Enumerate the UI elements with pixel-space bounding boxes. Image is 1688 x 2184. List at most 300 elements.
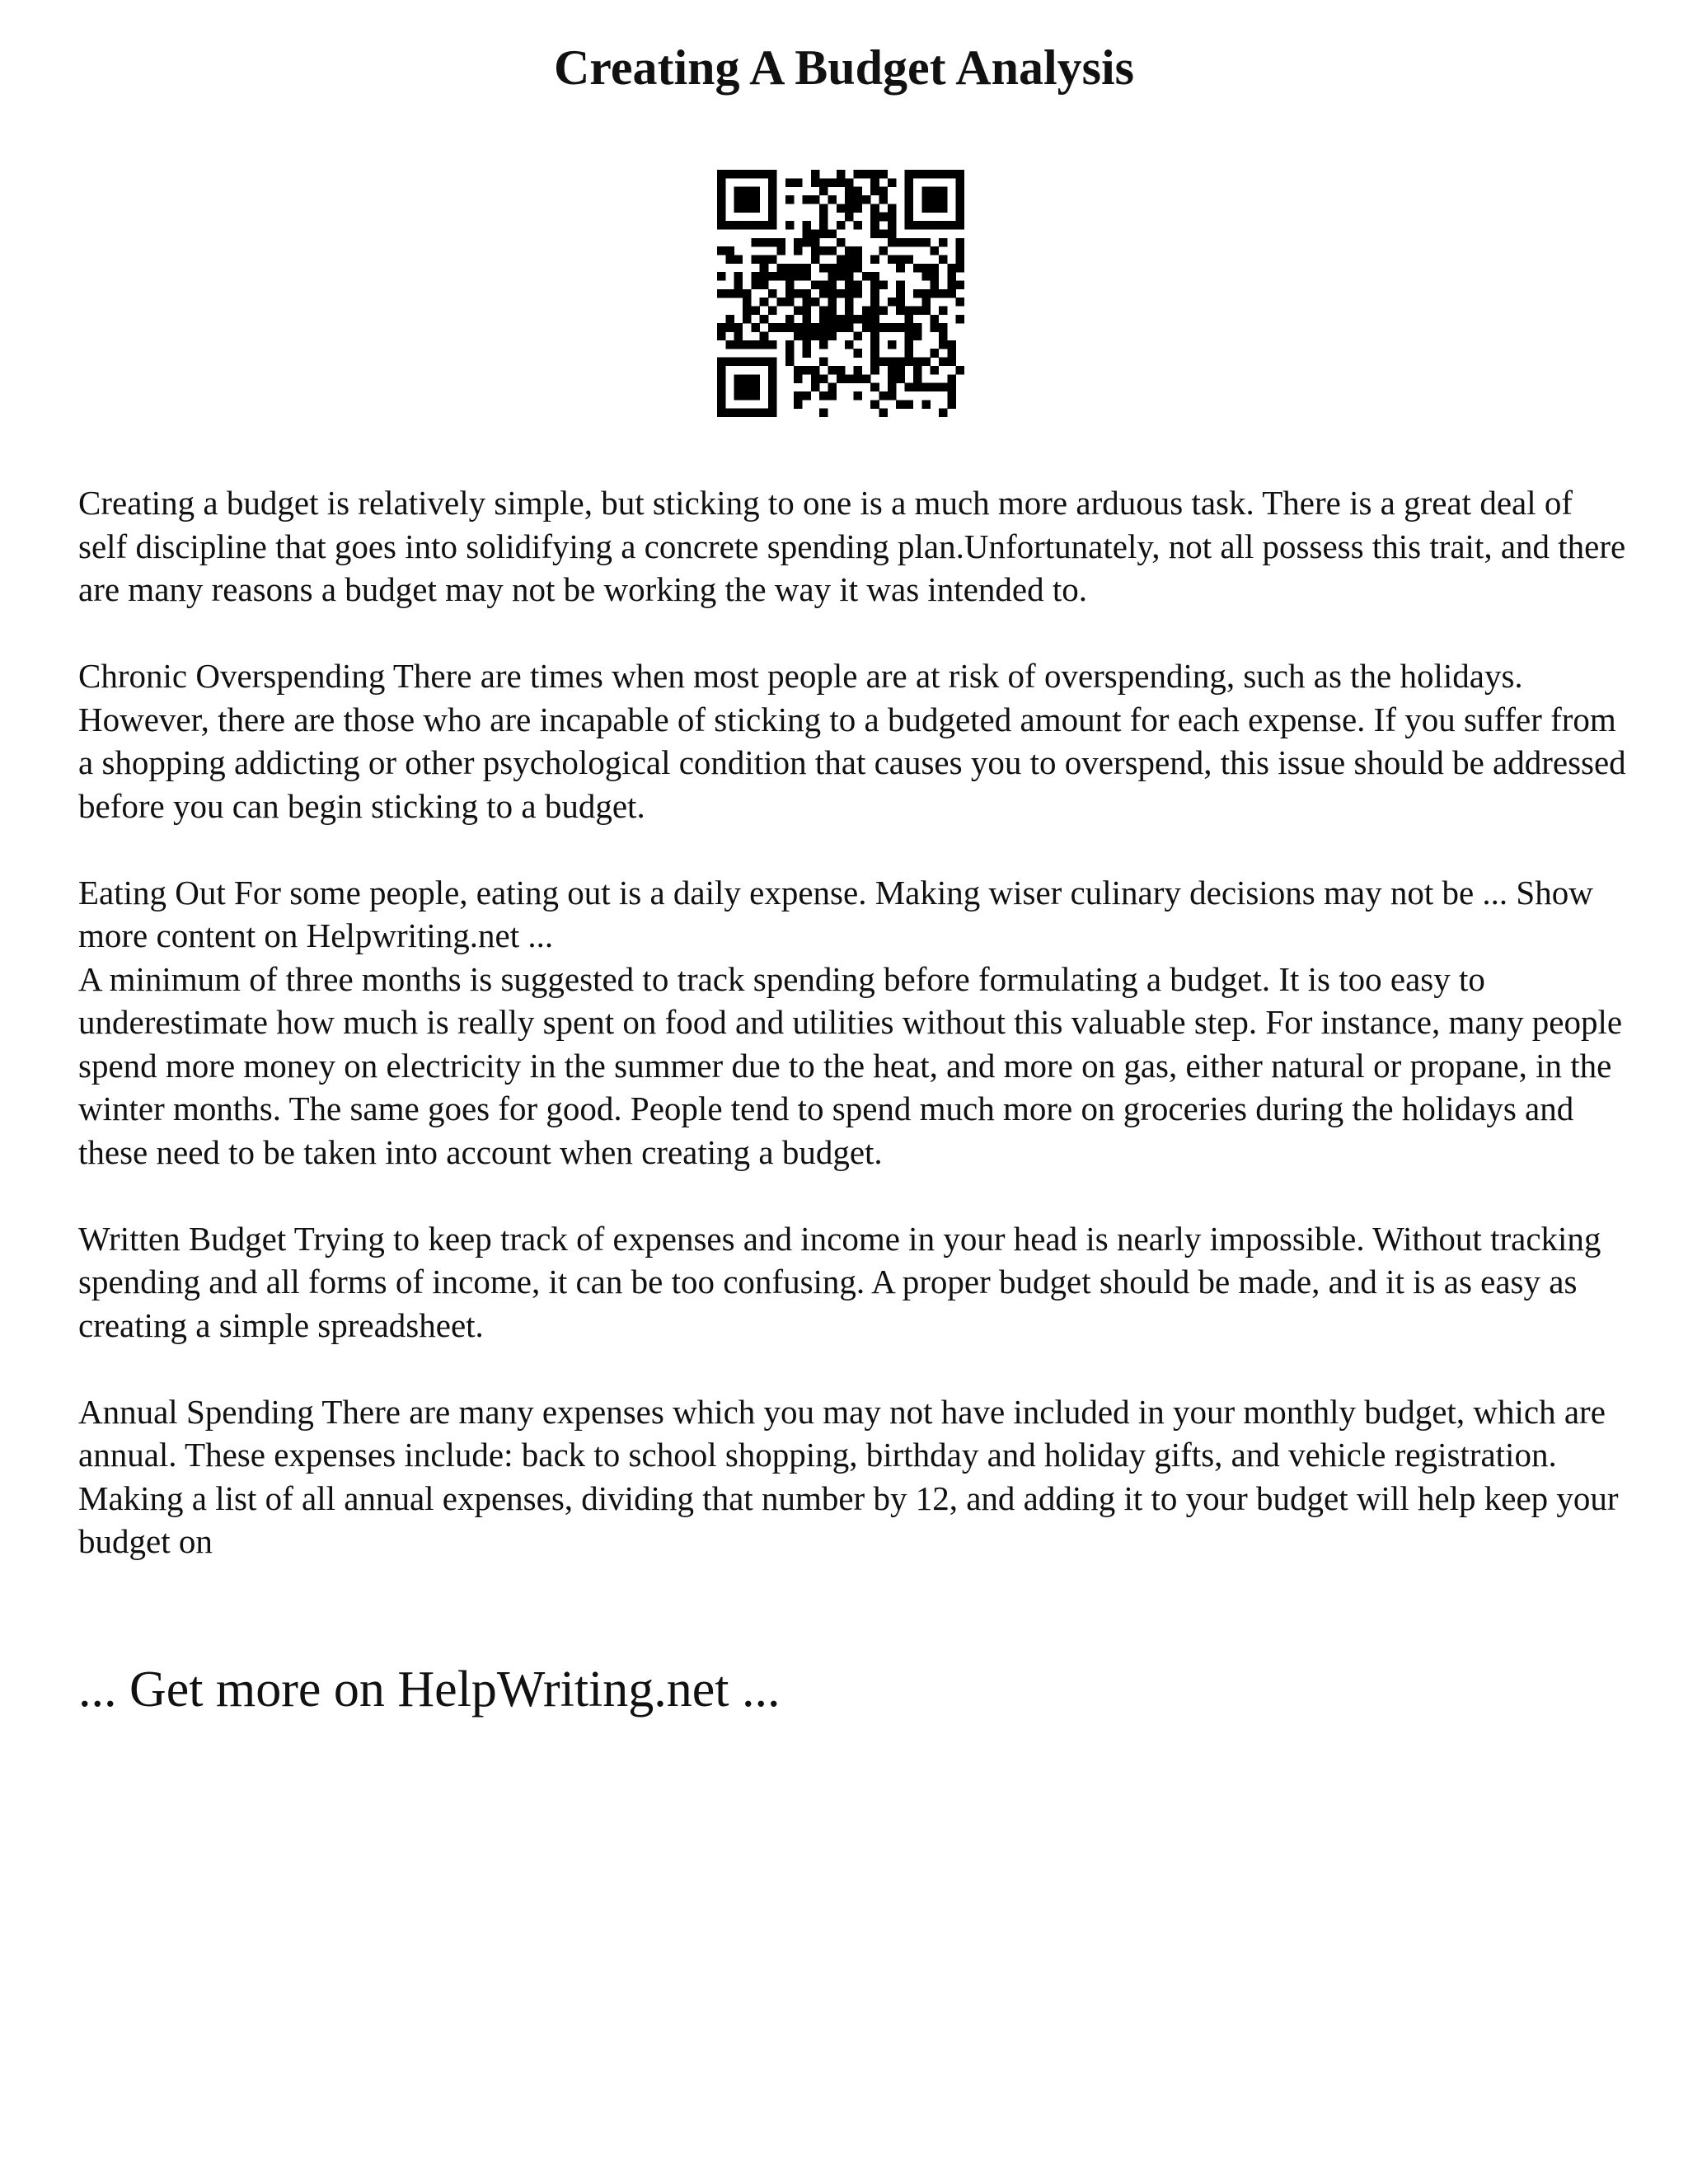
qr-module <box>819 332 828 341</box>
qr-module <box>888 366 897 375</box>
qr-module <box>862 170 871 179</box>
qr-module <box>768 366 777 375</box>
qr-module <box>768 238 777 247</box>
qr-module <box>837 204 846 213</box>
qr-module <box>760 315 769 324</box>
qr-module <box>828 307 837 316</box>
qr-module <box>717 187 726 196</box>
qr-module <box>870 272 879 281</box>
qr-module <box>819 340 828 349</box>
qr-module <box>931 383 940 392</box>
qr-module <box>905 255 914 264</box>
qr-module <box>794 272 803 281</box>
qr-module <box>913 264 922 273</box>
qr-module <box>751 255 760 264</box>
qr-module <box>776 298 785 307</box>
qr-module <box>913 358 922 367</box>
qr-module <box>717 391 726 401</box>
qr-module <box>956 170 964 179</box>
qr-module <box>725 358 734 367</box>
qr-module <box>768 272 777 281</box>
qr-module <box>828 332 837 341</box>
page-title: Creating A Budget Analysis <box>553 40 1135 95</box>
qr-module <box>939 307 948 316</box>
qr-module <box>870 307 879 316</box>
qr-module <box>845 315 854 324</box>
qr-module <box>956 238 964 247</box>
qr-module <box>854 170 863 179</box>
qr-module <box>751 221 760 230</box>
qr-module <box>870 170 879 179</box>
qr-module <box>717 332 726 341</box>
paragraph-chronic-overspending: Chronic Overspending There are times when most people are at risk of overspending, such as the holidays. However, there are those who are incapable of sticking to a budgeted amount for each expense. If you suffer from a shopping addicting or other psychological condition that causes you to overspend, this issue should be addressed before you can begin sticking to a budget. <box>78 657 1626 825</box>
qr-module <box>802 349 811 358</box>
qr-module <box>931 187 940 196</box>
qr-module <box>947 272 956 281</box>
qr-module <box>751 383 760 392</box>
qr-module <box>947 280 956 289</box>
qr-module <box>870 204 879 213</box>
qr-module <box>845 307 854 316</box>
qr-module <box>905 195 914 204</box>
qr-module <box>888 323 897 332</box>
qr-module <box>939 170 948 179</box>
qr-module <box>725 340 734 349</box>
qr-module <box>845 272 854 281</box>
qr-module <box>734 255 743 264</box>
qr-module <box>854 255 863 264</box>
qr-module <box>956 298 964 307</box>
qr-module <box>921 298 931 307</box>
qr-module <box>717 358 726 367</box>
qr-module <box>768 255 777 264</box>
qr-module <box>768 374 777 383</box>
qr-module <box>905 307 914 316</box>
qr-module <box>734 195 743 204</box>
qr-module <box>794 400 803 409</box>
qr-module <box>768 289 777 298</box>
qr-module <box>939 340 948 349</box>
qr-module <box>845 255 854 264</box>
qr-module <box>956 315 964 324</box>
qr-module <box>905 323 914 332</box>
qr-module <box>751 272 760 281</box>
qr-module <box>717 272 726 281</box>
qr-module <box>768 204 777 213</box>
qr-module <box>913 307 922 316</box>
qr-module <box>845 246 854 255</box>
qr-module <box>956 255 964 264</box>
qr-module <box>896 264 905 273</box>
paragraph-gap <box>78 1347 1628 1390</box>
qr-module <box>794 332 803 341</box>
qr-module <box>879 229 889 238</box>
qr-module <box>811 255 820 264</box>
qr-module <box>768 358 777 367</box>
qr-module <box>947 170 956 179</box>
qr-module <box>854 246 863 255</box>
qr-module <box>905 315 914 324</box>
qr-module <box>905 340 914 349</box>
qr-module <box>760 358 769 367</box>
qr-module <box>905 170 914 179</box>
qr-module <box>837 289 846 298</box>
qr-module <box>888 358 897 367</box>
qr-module <box>905 349 914 358</box>
qr-module <box>760 409 769 417</box>
qr-module <box>947 400 956 409</box>
qr-module <box>947 289 956 298</box>
qr-module <box>802 195 811 204</box>
qr-module <box>939 332 948 341</box>
qr-module <box>717 221 726 230</box>
qr-module <box>947 264 956 273</box>
qr-module <box>717 409 726 417</box>
qr-module <box>802 229 811 238</box>
qr-module <box>947 340 956 349</box>
qr-module <box>785 178 795 187</box>
qr-module <box>870 340 879 349</box>
qr-module <box>768 409 777 417</box>
qr-code-icon <box>717 170 964 417</box>
qr-module <box>819 409 828 417</box>
qr-module <box>870 332 879 341</box>
qr-module <box>819 391 828 401</box>
qr-module <box>913 374 922 383</box>
qr-module <box>802 340 811 349</box>
qr-module <box>734 170 743 179</box>
qr-module <box>725 315 734 324</box>
qr-module <box>751 323 760 332</box>
qr-module <box>743 374 752 383</box>
qr-module <box>854 204 863 213</box>
qr-module <box>888 213 897 222</box>
qr-module <box>717 246 726 255</box>
qr-module <box>879 409 889 417</box>
qr-module <box>947 221 956 230</box>
qr-module <box>913 383 922 392</box>
qr-module <box>854 315 863 324</box>
qr-module <box>931 349 940 358</box>
qr-module <box>785 298 795 307</box>
qr-module <box>717 323 726 332</box>
qr-module <box>921 289 931 298</box>
qr-module <box>760 332 769 341</box>
qr-module <box>888 383 897 392</box>
qr-module <box>768 187 777 196</box>
qr-module <box>896 289 905 298</box>
qr-module <box>785 289 795 298</box>
qr-module <box>794 246 803 255</box>
qr-module <box>870 323 879 332</box>
qr-module <box>743 298 752 307</box>
qr-module <box>905 187 914 196</box>
qr-module <box>794 366 803 375</box>
qr-module <box>819 289 828 298</box>
qr-module <box>785 221 795 230</box>
qr-module <box>896 280 905 289</box>
qr-module <box>725 246 734 255</box>
qr-module <box>717 195 726 204</box>
qr-module <box>845 340 854 349</box>
qr-module <box>751 340 760 349</box>
qr-module <box>819 221 828 230</box>
qr-module <box>905 383 914 392</box>
qr-module <box>888 178 897 187</box>
qr-module <box>956 178 964 187</box>
qr-module <box>768 221 777 230</box>
qr-module <box>802 264 811 273</box>
qr-module <box>896 238 905 247</box>
qr-module <box>931 289 940 298</box>
qr-module <box>811 383 820 392</box>
qr-module <box>854 374 863 383</box>
qr-module <box>734 391 743 401</box>
qr-module <box>802 298 811 307</box>
qr-module <box>896 255 905 264</box>
qr-module <box>913 366 922 375</box>
qr-module <box>870 315 879 324</box>
qr-module <box>845 374 854 383</box>
qr-module <box>905 332 914 341</box>
qr-module <box>896 400 905 409</box>
qr-module <box>921 238 931 247</box>
qr-module <box>870 349 879 358</box>
qr-module <box>888 229 897 238</box>
qr-module <box>939 358 948 367</box>
qr-module <box>862 272 871 281</box>
qr-module <box>734 358 743 367</box>
qr-module <box>879 195 889 204</box>
qr-module <box>854 289 863 298</box>
qr-module <box>837 264 846 273</box>
qr-module <box>819 374 828 383</box>
qr-module <box>921 307 931 316</box>
qr-module <box>905 358 914 367</box>
qr-module <box>760 170 769 179</box>
qr-module <box>768 383 777 392</box>
qr-module <box>743 204 752 213</box>
qr-module <box>828 383 837 392</box>
qr-module <box>751 409 760 417</box>
qr-module <box>785 323 795 332</box>
qr-module <box>725 221 734 230</box>
qr-module <box>734 340 743 349</box>
qr-module <box>785 340 795 349</box>
qr-module <box>760 340 769 349</box>
qr-module <box>879 391 889 401</box>
qr-module <box>956 213 964 222</box>
qr-module <box>845 289 854 298</box>
qr-module <box>828 366 837 375</box>
qr-module <box>751 195 760 204</box>
qr-module <box>879 246 889 255</box>
qr-module <box>734 323 743 332</box>
get-more-link[interactable]: ... Get more on HelpWriting.net ... <box>78 1661 781 1718</box>
qr-module <box>811 323 820 332</box>
qr-module <box>888 340 897 349</box>
qr-module <box>837 255 846 264</box>
qr-module <box>819 315 828 324</box>
qr-module <box>802 289 811 298</box>
qr-module <box>956 264 964 273</box>
qr-module <box>870 358 879 367</box>
qr-module <box>870 383 879 392</box>
qr-module <box>819 358 828 367</box>
qr-module <box>879 213 889 222</box>
paragraph-eating-out: Eating Out For some people, eating out is a daily expense. Making wiser culinary decisions may not be ... Show more content on Helpwriting.net ... <box>78 873 1593 954</box>
qr-module <box>921 221 931 230</box>
qr-module <box>794 323 803 332</box>
qr-module <box>760 280 769 289</box>
qr-module <box>734 272 743 281</box>
qr-module <box>751 170 760 179</box>
qr-module <box>760 221 769 230</box>
qr-module <box>734 187 743 196</box>
qr-module <box>939 323 948 332</box>
qr-module <box>743 307 752 316</box>
qr-module <box>921 170 931 179</box>
qr-module <box>760 272 769 281</box>
qr-module <box>905 178 914 187</box>
qr-module <box>854 332 863 341</box>
qr-module <box>785 195 795 204</box>
qr-module <box>956 246 964 255</box>
qr-module <box>939 409 948 417</box>
qr-module <box>879 187 889 196</box>
qr-module <box>794 391 803 401</box>
paragraph-gap <box>78 827 1628 871</box>
qr-module <box>751 374 760 383</box>
qr-module <box>819 323 828 332</box>
qr-module <box>921 383 931 392</box>
qr-module <box>921 264 931 273</box>
qr-module <box>760 255 769 264</box>
qr-module <box>725 255 734 264</box>
qr-module <box>794 374 803 383</box>
qr-module <box>811 246 820 255</box>
qr-module <box>837 170 846 179</box>
qr-module <box>819 280 828 289</box>
qr-module <box>896 307 905 316</box>
qr-module <box>845 204 854 213</box>
qr-module <box>888 374 897 383</box>
qr-module <box>870 229 879 238</box>
qr-module <box>956 221 964 230</box>
qr-module <box>768 170 777 179</box>
qr-module <box>717 374 726 383</box>
qr-module <box>811 366 820 375</box>
qr-module <box>819 213 828 222</box>
qr-module <box>819 264 828 273</box>
qr-module <box>870 178 879 187</box>
qr-module <box>931 204 940 213</box>
qr-module <box>913 170 922 179</box>
qr-module <box>819 187 828 196</box>
qr-module <box>921 272 931 281</box>
qr-module <box>811 374 820 383</box>
qr-module <box>879 280 889 289</box>
qr-module <box>939 187 948 196</box>
qr-module <box>760 298 769 307</box>
qr-module <box>888 204 897 213</box>
qr-module <box>785 280 795 289</box>
qr-module <box>870 298 879 307</box>
qr-module <box>717 204 726 213</box>
qr-module <box>725 289 734 298</box>
qr-module <box>931 170 940 179</box>
qr-module <box>828 195 837 204</box>
qr-module <box>870 213 879 222</box>
qr-module <box>931 315 940 324</box>
qr-module <box>717 213 726 222</box>
qr-module <box>734 332 743 341</box>
qr-module <box>896 366 905 375</box>
qr-module <box>870 289 879 298</box>
qr-module <box>845 264 854 273</box>
qr-module <box>870 255 879 264</box>
qr-module <box>768 307 777 316</box>
qr-module <box>947 374 956 383</box>
qr-module <box>751 358 760 367</box>
qr-module <box>811 332 820 341</box>
qr-module <box>717 366 726 375</box>
qr-module <box>802 238 811 247</box>
qr-module <box>879 170 889 179</box>
qr-module <box>896 374 905 383</box>
qr-module <box>870 280 879 289</box>
qr-module <box>717 400 726 409</box>
qr-module <box>939 238 948 247</box>
qr-module <box>845 195 854 204</box>
qr-module <box>854 391 863 401</box>
qr-module <box>947 391 956 401</box>
qr-module <box>819 307 828 316</box>
qr-module <box>862 374 871 383</box>
qr-module <box>947 349 956 358</box>
qr-module <box>794 289 803 298</box>
qr-module <box>913 323 922 332</box>
qr-module <box>717 289 726 298</box>
qr-module <box>743 383 752 392</box>
qr-module <box>785 315 795 324</box>
qr-module <box>862 195 871 204</box>
qr-module <box>734 289 743 298</box>
qr-module <box>811 238 820 247</box>
qr-module <box>743 340 752 349</box>
qr-module <box>794 264 803 273</box>
qr-module <box>931 323 940 332</box>
qr-module <box>785 358 795 367</box>
qr-module <box>845 178 854 187</box>
qr-module <box>921 204 931 213</box>
qr-module <box>776 323 785 332</box>
qr-module <box>802 307 811 316</box>
qr-module <box>837 221 846 230</box>
qr-module <box>802 391 811 401</box>
qr-module <box>743 195 752 204</box>
qr-module <box>725 409 734 417</box>
qr-module <box>837 323 846 332</box>
qr-module <box>845 187 854 196</box>
qr-module <box>870 187 879 196</box>
qr-module <box>888 221 897 230</box>
paragraph-written-budget: Written Budget Trying to keep track of expenses and income in your head is nearly impossible. Without tracking spending and all forms of income, it can be too confusing. A proper budget should be made, and it is as easy as creating a simple spreadsheet. <box>78 1219 1601 1344</box>
qr-module <box>776 246 785 255</box>
qr-module <box>888 255 897 264</box>
qr-module <box>734 374 743 383</box>
qr-module <box>896 298 905 307</box>
